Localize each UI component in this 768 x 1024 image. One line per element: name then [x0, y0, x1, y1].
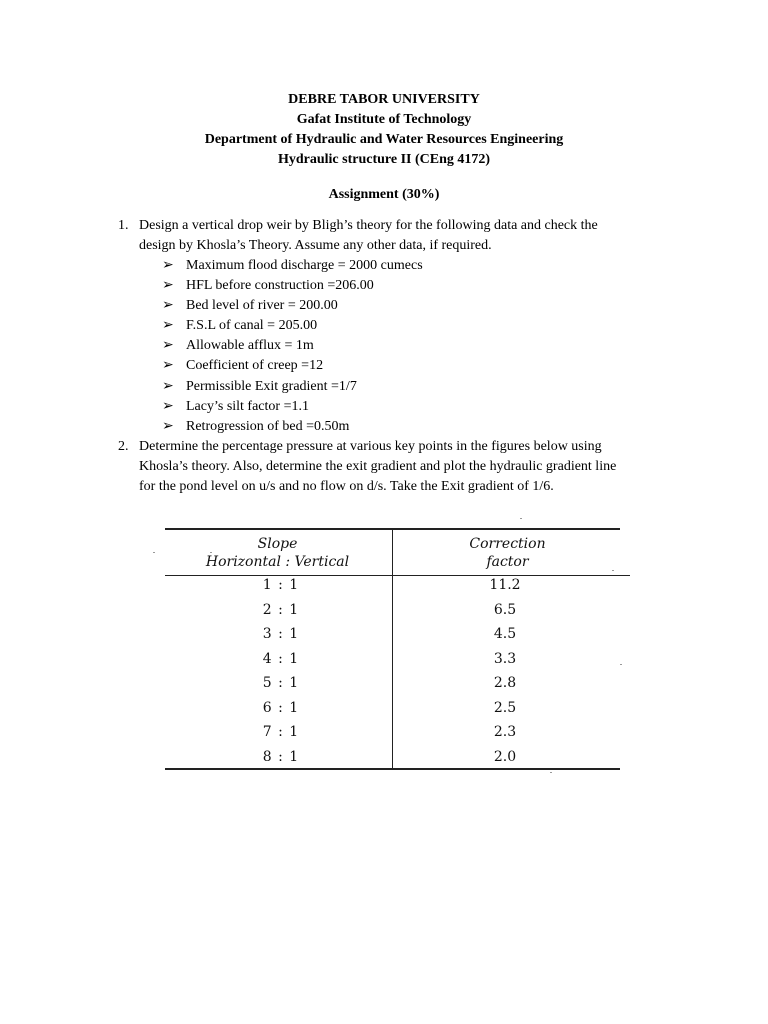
question-1-number: 1.: [118, 218, 129, 233]
scan-speck: [153, 552, 155, 553]
slope-cell: 6 : 1: [262, 699, 300, 716]
scan-speck: [620, 664, 622, 665]
slope-cell: 7 : 1: [262, 724, 300, 740]
arrow-bullet-icon: ➢: [162, 298, 174, 314]
arrow-bullet-icon: ➢: [162, 318, 174, 334]
correction-factor-column-header: Correction factor: [469, 536, 546, 570]
institute-name: Gafat Institute of Technology: [296, 112, 472, 127]
slope-cell: 5 : 1: [262, 675, 300, 691]
factor-cell: 2.8: [493, 675, 517, 691]
department-name: Department of Hydraulic and Water Resources Engineering: [204, 132, 564, 147]
table-row: [150, 648, 630, 673]
table-row: [150, 623, 630, 648]
question-2-number: 2.: [118, 439, 129, 454]
table-row: [150, 599, 630, 624]
assignment-title: Assignment (30%): [328, 187, 440, 202]
arrow-bullet-icon: ➢: [162, 398, 174, 414]
document-header: [0, 90, 768, 170]
slope-cell: 3 : 1: [262, 626, 300, 642]
arrow-bullet-icon: ➢: [162, 378, 174, 394]
factor-cell: 2.5: [493, 699, 517, 716]
slope-cell: 1 : 1: [262, 577, 300, 593]
university-name: DEBRE TABOR UNIVERSITY: [288, 92, 480, 107]
arrow-bullet-icon: ➢: [162, 358, 174, 374]
factor-cell: 4.5: [493, 626, 517, 642]
factor-cell: 6.5: [493, 601, 517, 618]
table-row: [150, 574, 630, 599]
table-row: [150, 697, 630, 722]
slope-cell: 8 : 1: [262, 748, 300, 765]
correction-factor-table: [150, 514, 630, 776]
slope-cell: 4 : 1: [262, 650, 300, 667]
table-row: [150, 746, 630, 771]
slope-cell: 2 : 1: [262, 601, 300, 618]
scan-speck: [612, 570, 614, 571]
course-title: Hydraulic structure II (CEng 4172): [277, 152, 491, 167]
scan-speck: [210, 552, 212, 553]
arrow-bullet-icon: ➢: [162, 278, 174, 294]
factor-cell: 3.3: [493, 650, 517, 667]
factor-cell: 2.3: [493, 724, 517, 740]
arrow-bullet-icon: ➢: [162, 338, 174, 354]
scan-speck: [550, 772, 552, 773]
scan-speck: [520, 518, 522, 519]
table-row: [150, 721, 630, 746]
slope-column-header: Slope Horizontal : Vertical: [205, 536, 350, 570]
arrow-bullet-icon: ➢: [162, 258, 174, 273]
factor-cell: 11.2: [489, 577, 521, 593]
arrow-bullet-icon: ➢: [162, 418, 174, 434]
document-page: DEBRE TABOR UNIVERSITY Gafat Institute of Technology Department of Hydraulic and Water Resources Engineering Hydraulic structure II (CEng 4172) Assignment (30%) 1. Design a vertical drop weir by Bligh’s theory for the following data and check the design by Khosla’s Theory. Assume any other data, if required. ➢ Maximum flood discharge = 2000 cumecs ➢ HFL before construction =206.00 ➢ Bed level of river = 200.00 ➢ F.S.L of canal = 205.00 ➢ Allowable afflux = 1m ➢ Coefficient of creep =12 ➢ Permissible Exit gradient =1/7 ➢ Lacy’s silt factor =1.1 ➢ Retrogression of bed =0.50m 2. Determine the percentage pressure at various key points in the figures below using Khosla’s theory. Also, determine the exit gradient and plot the hydraulic gradient line for the pond level on u/s and no flow on d/s. Take the Exit gradient of 1/6. Slope Horizontal : Vertical Correction factor 1 : 1 11.2 2 : 1 6.5 3 : 1 4.5 4 : 1 3.3 5 : 1 2.8 6 : 1 2.5 7 : 1 2.3 8 : 1 2.0: [0, 0, 768, 1024]
table-row: [150, 672, 630, 697]
factor-cell: 2.0: [493, 748, 517, 765]
